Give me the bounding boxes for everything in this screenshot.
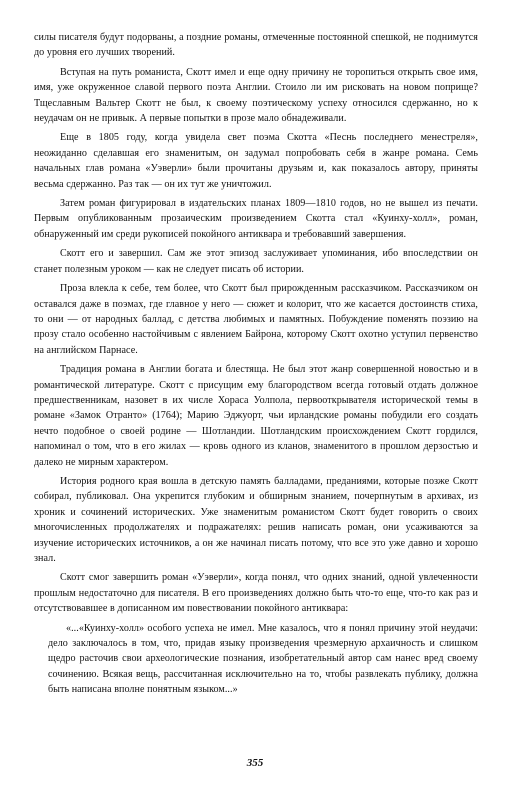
paragraph: Вступая на путь романиста, Скотт имел и еще одну причину не торопиться открыть свое имя, имя, уже окруженное славой первого поэта Англии. Стоило ли им рисковать на новом поприще? Тщеславным Вальтер Скотт не был, к своему поэтическому успеху относился сдержанно, но к неудачам он не привык. А первые попытки в прозе мало обнадеживали. bbox=[34, 66, 478, 125]
paragraph-continuation: силы писателя будут подорваны, а поздние романы, отмеченные постоянной спешкой, не поднимутся до уровня его лучших творений. bbox=[34, 32, 478, 59]
quotation: «...«Куинху-холл» особого успеха не имел. Мне казалось, что я понял причину этой неудачи: дело заключалось в том, что, придав языку произведения чрезмерную архаичность и слишком щедро расточив свои археологические познания, изобретательный автор сам нанес вред своему сочинению. Всякая вещь, рассчитанная исключительно на то, чтобы развлекать публику, должна быть написана вполне понятным языком...» bbox=[48, 622, 478, 696]
paragraph: Скотт смог завершить роман «Уэверли», когда понял, что одних знаний, одной увлеченности прошлым недостаточно для писателя. В его произведениях должно быть что-то еще, что-то как раз и отсутствовавшее в дописанном им повествовании покойного антиквара: bbox=[34, 572, 478, 615]
body-text bbox=[34, 30, 478, 702]
paragraph: Еще в 1805 году, когда увидела свет поэма Скотта «Песнь последнего менестреля», неожиданно сделавшая его знаменитым, он задумал попробовать себя в жанре романа. Семь начальных глав романа «Уэверли» были прочитаны друзьям и, как показалось автору, приняты весьма сдержанно. Раз так — он их тут же уничтожил. bbox=[34, 132, 478, 190]
paragraph: Скотт его и завершил. Сам же этот эпизод заслуживает упоминания, ибо впоследствии он станет полезным уроком — как не следует писать об истории. bbox=[34, 248, 478, 275]
paragraph: Традиция романа в Англии богата и блестяща. Не был этот жанр совершенной новостью и в романтической литературе. Скотт с присущим ему благородством всегда готовый отдать должное предшественникам, назовет в их числе Хораса Уолпола, первооткрывателя исторической темы в романе «Замок Отранто» (1764); Марию Эджуорт, чьи ирландские романы побудили его создать нечто подобное о своей родине — Шотландии. Шотландским происхождением Скотт гордился, напоминал о том, что в его жилах — кровь одного из кланов, знаменитого в прошлом дерзостью и далеко не мирным характером. bbox=[34, 364, 478, 468]
paragraph: Затем роман фигурировал в издательских планах 1809—1810 годов, но не вышел из печати. Первым опубликованным прозаическим произведением Скотта стал «Куинху-холл», роман, обнаруженный им среди рукописей покойного антиквара и требовавший завершения. bbox=[34, 198, 478, 240]
page-number: 355 bbox=[246, 757, 264, 769]
paragraph: История родного края вошла в детскую память балладами, преданиями, которые позже Скотт собирал, публиковал. Она укрепится глубоким и обширным знанием, почерпнутым в архивах, из хроник и сочинений исторических. Уже знаменитым романистом Скотт будет говорить о своих многочисленных продолжателях и подражателях: решив написать роман, они усаживаются за изучение исторических источников, а он же начинал писать потому, что все это уже давно и хорошо знал. bbox=[34, 475, 478, 564]
paragraph: Проза влекла к себе, тем более, что Скотт был прирожденным рассказчиком. Рассказчиком он оставался даже в поэмах, где главное у него — сюжет и колорит, что же касается достоинств стиха, то они — от народных баллад, с детства любимых и памятных. Побуждение поменять поэзию на прозу стало особенно настойчивым с явлением Байрона, которому Скотт охотно уступил первенство на английском Парнасе. bbox=[34, 283, 478, 356]
